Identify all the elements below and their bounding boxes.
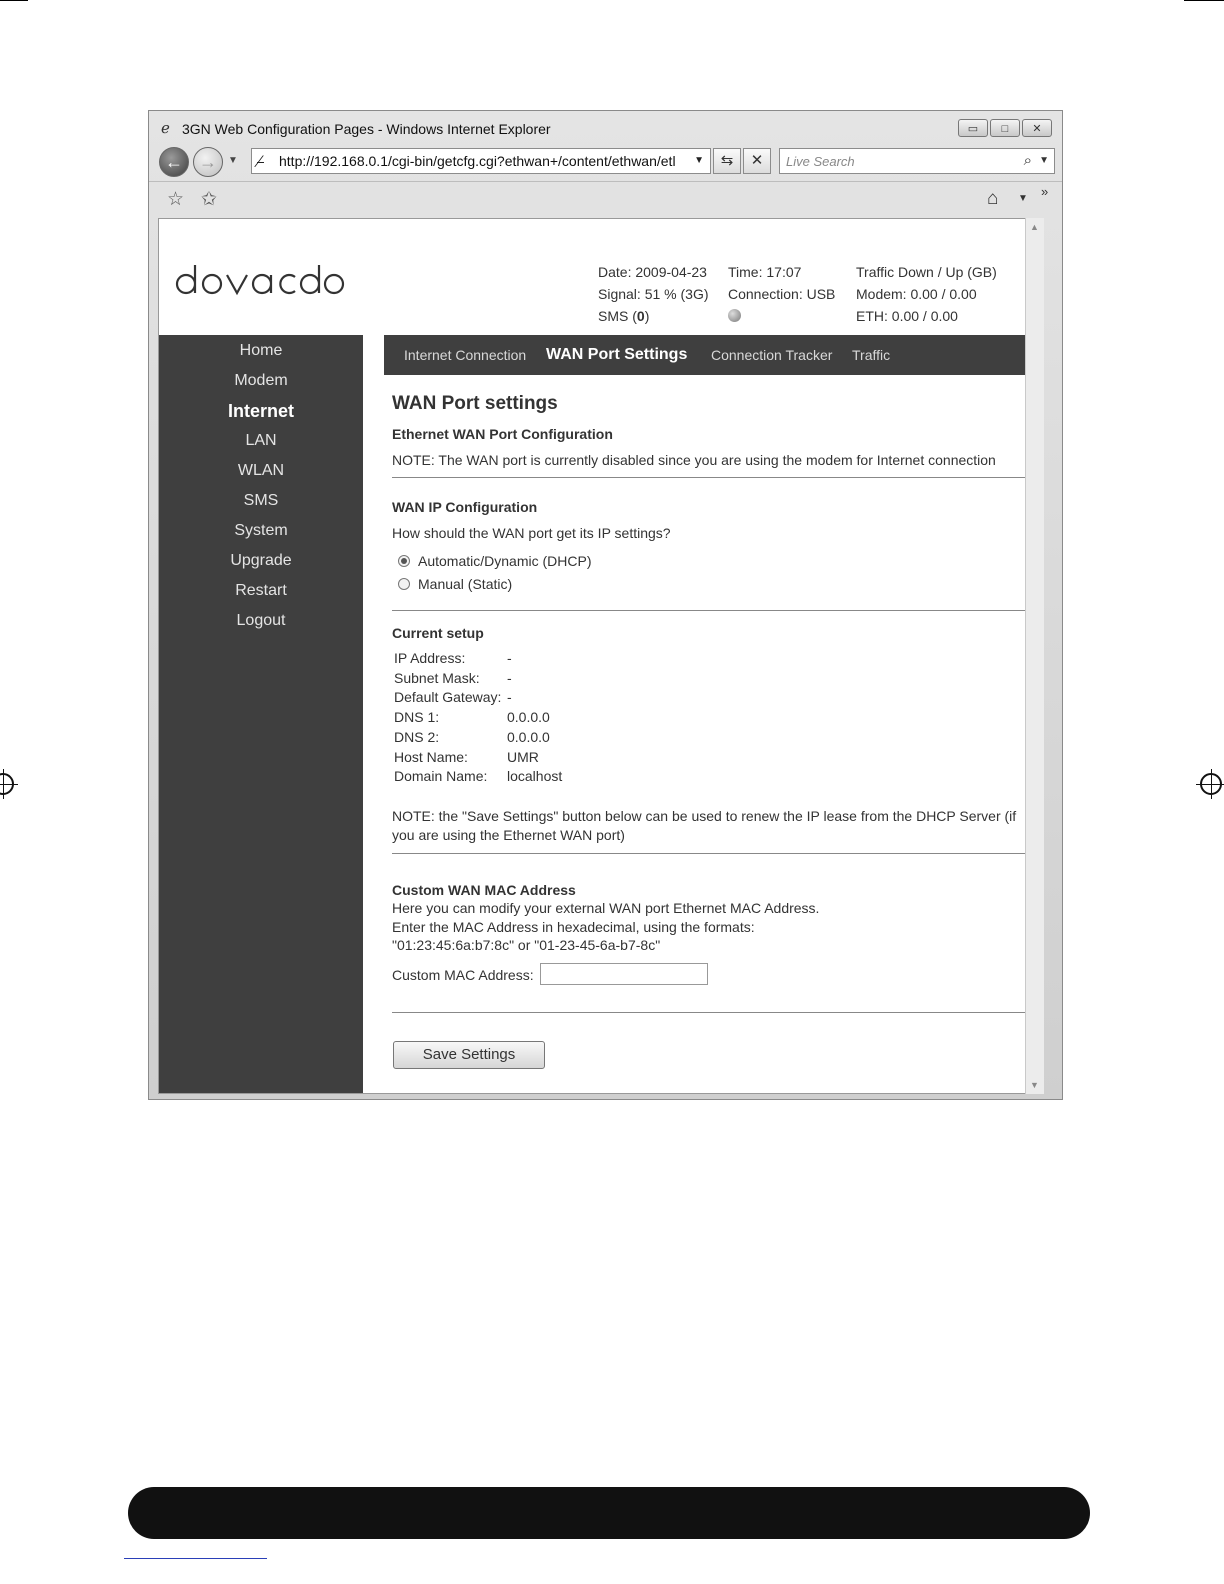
sidebar-nav bbox=[159, 335, 363, 1094]
divider bbox=[392, 853, 1026, 854]
address-row bbox=[149, 145, 1062, 179]
title-bar bbox=[149, 111, 1062, 147]
tab-traffic[interactable]: Traffic bbox=[852, 347, 891, 363]
tab-connection-tracker[interactable]: Connection Tracker bbox=[711, 347, 833, 363]
url-text[interactable]: http://192.168.0.1/cgi-bin/getcfg.cgi?ethwan+/content/ethwan/etl bbox=[279, 153, 676, 169]
forward-button[interactable]: → bbox=[193, 147, 223, 177]
minimize-button[interactable]: ▭ bbox=[958, 119, 988, 137]
sidebar-item-logout[interactable]: Logout bbox=[236, 612, 286, 629]
crop-mark bbox=[1184, 0, 1224, 1]
favorites-bar bbox=[149, 181, 1062, 216]
connection-text: Connection: USB bbox=[728, 286, 836, 302]
refresh-button[interactable]: ⇆ bbox=[713, 148, 741, 174]
crop-mark bbox=[0, 0, 28, 1]
stop-button[interactable]: ✕ bbox=[743, 148, 771, 174]
scroll-up-icon[interactable]: ▲ bbox=[1030, 222, 1039, 232]
mac-text-1: Here you can modify your external WAN port Ethernet MAC Address. bbox=[392, 900, 820, 916]
add-favorites-icon[interactable]: ✩ bbox=[201, 189, 217, 210]
divider bbox=[392, 477, 1026, 478]
search-dropdown-icon[interactable]: ▼ bbox=[1039, 155, 1049, 166]
sidebar-item-modem[interactable]: Modem bbox=[234, 372, 288, 389]
save-note-line-1: NOTE: the "Save Settings" button below can be used to renew the IP lease from the DHCP Server (if bbox=[392, 808, 1017, 824]
eth-section-heading: Ethernet WAN Port Configuration bbox=[392, 426, 613, 442]
sms-text: SMS (0) bbox=[598, 308, 650, 324]
sms-count: 0 bbox=[636, 308, 645, 324]
setup-row: Host Name: UMR bbox=[394, 748, 539, 765]
window-title: 3GN Web Configuration Pages - Windows Internet Explorer bbox=[182, 121, 551, 137]
sidebar-item-internet[interactable]: Internet bbox=[227, 401, 294, 421]
vertical-scrollbar[interactable] bbox=[1025, 218, 1044, 1094]
setup-row: DNS 2: 0.0.0.0 bbox=[394, 728, 550, 745]
ip-question: How should the WAN port get its IP settings? bbox=[392, 525, 671, 541]
traffic-heading: Traffic Down / Up (GB) bbox=[856, 264, 997, 280]
radio-dhcp-button[interactable] bbox=[398, 555, 410, 567]
mac-text-2: Enter the MAC Address in hexadecimal, using the formats: bbox=[392, 919, 755, 935]
setup-section-heading: Current setup bbox=[392, 625, 484, 641]
divider bbox=[392, 610, 1026, 611]
tab-wan-port-settings[interactable]: WAN Port Settings bbox=[546, 346, 688, 363]
footer-bar bbox=[128, 1487, 1090, 1539]
close-button[interactable]: ✕ bbox=[1022, 119, 1052, 137]
current-setup-table bbox=[394, 649, 562, 787]
custom-mac-input[interactable] bbox=[540, 963, 708, 985]
sidebar-item-upgrade[interactable]: Upgrade bbox=[230, 552, 292, 569]
sidebar-item-lan[interactable]: LAN bbox=[245, 432, 277, 449]
history-dropdown-icon[interactable]: ▼ bbox=[228, 155, 238, 166]
footer-line bbox=[124, 1558, 267, 1559]
save-settings-button[interactable]: Save Settings bbox=[393, 1041, 545, 1069]
radio-static-label[interactable]: Manual (Static) bbox=[418, 576, 513, 592]
sidebar-item-system[interactable]: System bbox=[234, 522, 288, 539]
setup-row: Subnet Mask: - bbox=[394, 669, 512, 686]
status-column-3 bbox=[856, 261, 997, 327]
sidebar-item-restart[interactable]: Restart bbox=[235, 582, 287, 599]
signal-text: Signal: 51 % (3G) bbox=[598, 286, 709, 302]
favorites-star-icon[interactable]: ☆ bbox=[167, 189, 185, 210]
status-column-1 bbox=[598, 261, 709, 327]
radio-dhcp-label[interactable]: Automatic/Dynamic (DHCP) bbox=[418, 553, 592, 569]
scroll-down-icon[interactable]: ▼ bbox=[1030, 1080, 1039, 1090]
radio-static[interactable] bbox=[398, 576, 512, 592]
browser-window bbox=[148, 110, 1063, 1100]
sidebar-item-home[interactable]: Home bbox=[239, 342, 283, 359]
sidebar-item-sms[interactable]: SMS bbox=[243, 492, 279, 509]
more-tools-icon[interactable]: » bbox=[1041, 184, 1049, 199]
home-icon[interactable]: ⌂ bbox=[987, 188, 999, 209]
date-text: Date: 2009-04-23 bbox=[598, 264, 707, 280]
setup-row: Domain Name: localhost bbox=[394, 768, 563, 785]
modem-traffic: Modem: 0.00 / 0.00 bbox=[856, 286, 977, 302]
ie-logo-icon: ℯ bbox=[161, 120, 170, 137]
mac-text-3: "01:23:45:6a:b7:8c" or "01-23-45-6a-b7-8c" bbox=[392, 937, 661, 953]
radio-dhcp[interactable] bbox=[398, 553, 591, 569]
mac-field-label: Custom MAC Address: bbox=[392, 967, 534, 983]
time-text: Time: 17:07 bbox=[728, 264, 802, 280]
save-note-line-2: you are using the Ethernet WAN port) bbox=[392, 827, 625, 843]
address-bar[interactable] bbox=[251, 148, 711, 174]
page-title: WAN Port settings bbox=[392, 393, 558, 414]
mac-section-heading: Custom WAN MAC Address bbox=[392, 882, 576, 898]
sidebar-item-wlan[interactable]: WLAN bbox=[237, 462, 285, 479]
page-viewport bbox=[158, 218, 1044, 1094]
search-input[interactable]: Live Search bbox=[786, 154, 855, 169]
eth-note: NOTE: The WAN port is currently disabled since you are using the modem for Internet connection bbox=[392, 452, 996, 468]
radio-static-button[interactable] bbox=[398, 578, 410, 590]
tab-bar bbox=[384, 335, 1031, 375]
search-box[interactable] bbox=[779, 148, 1055, 174]
tab-internet-connection[interactable]: Internet Connection bbox=[404, 347, 527, 363]
page-icon: ⎯̸ bbox=[257, 153, 264, 169]
maximize-button[interactable]: □ bbox=[990, 119, 1020, 137]
registration-mark bbox=[0, 773, 14, 795]
home-dropdown-icon[interactable]: ▼ bbox=[1018, 193, 1028, 204]
ip-section-heading: WAN IP Configuration bbox=[392, 499, 538, 515]
address-dropdown-icon[interactable]: ▼ bbox=[694, 155, 704, 166]
setup-row: IP Address: - bbox=[394, 650, 512, 666]
eth-traffic: ETH: 0.00 / 0.00 bbox=[856, 308, 958, 324]
registration-mark bbox=[1200, 773, 1222, 795]
status-column-2 bbox=[728, 261, 835, 328]
back-button[interactable]: ← bbox=[159, 147, 189, 177]
dovado-logo bbox=[173, 257, 353, 297]
divider bbox=[392, 1012, 1026, 1013]
setup-row: Default Gateway: - bbox=[394, 689, 512, 706]
setup-row: DNS 1: 0.0.0.0 bbox=[394, 709, 550, 726]
connection-led-icon bbox=[728, 309, 741, 322]
search-icon[interactable]: ⌕ bbox=[1023, 152, 1032, 169]
